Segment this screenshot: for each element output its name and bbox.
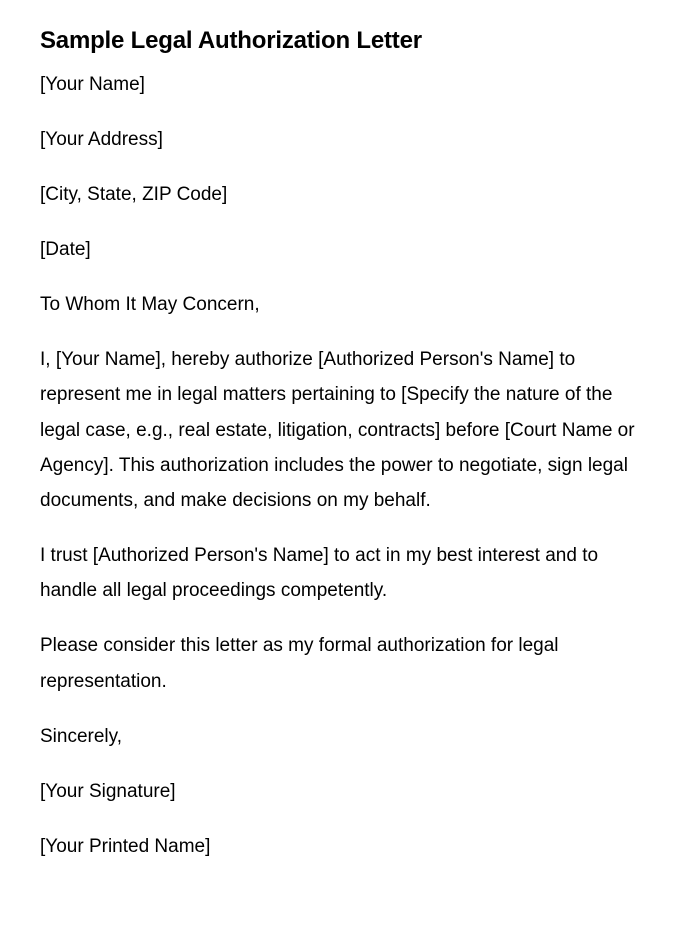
sender-city-state-zip: [City, State, ZIP Code] bbox=[40, 183, 228, 205]
signature-placeholder: [Your Signature] bbox=[40, 780, 176, 802]
sender-name: [Your Name] bbox=[40, 74, 145, 95]
closing: Sincerely, bbox=[40, 725, 123, 747]
body-paragraph-consideration: Please consider this letter as my formal authorization for legal representation. bbox=[40, 635, 559, 692]
body-paragraph-authorization: I, [Your Name], hereby authorize [Authorized Person's Name] to represent me in legal matters pertaining to [Specify the nature of the legal case, e.g., real estate, litigation, contracts] before [Court Name or Agency]. This authorization includes the power to negotiate, sign legal documents, and make decisions on my behalf. bbox=[40, 348, 635, 512]
letter-page bbox=[40, 22, 650, 884]
printed-name-placeholder: [Your Printed Name] bbox=[40, 835, 211, 857]
body-paragraph-trust: I trust [Authorized Person's Name] to act in my best interest and to handle all legal proceedings competently. bbox=[40, 545, 599, 602]
salutation: To Whom It May Concern, bbox=[40, 293, 260, 315]
letter-date: [Date] bbox=[40, 238, 91, 260]
sender-address: [Your Address] bbox=[40, 128, 163, 150]
page-title: Sample Legal Authorization Letter bbox=[40, 27, 422, 54]
